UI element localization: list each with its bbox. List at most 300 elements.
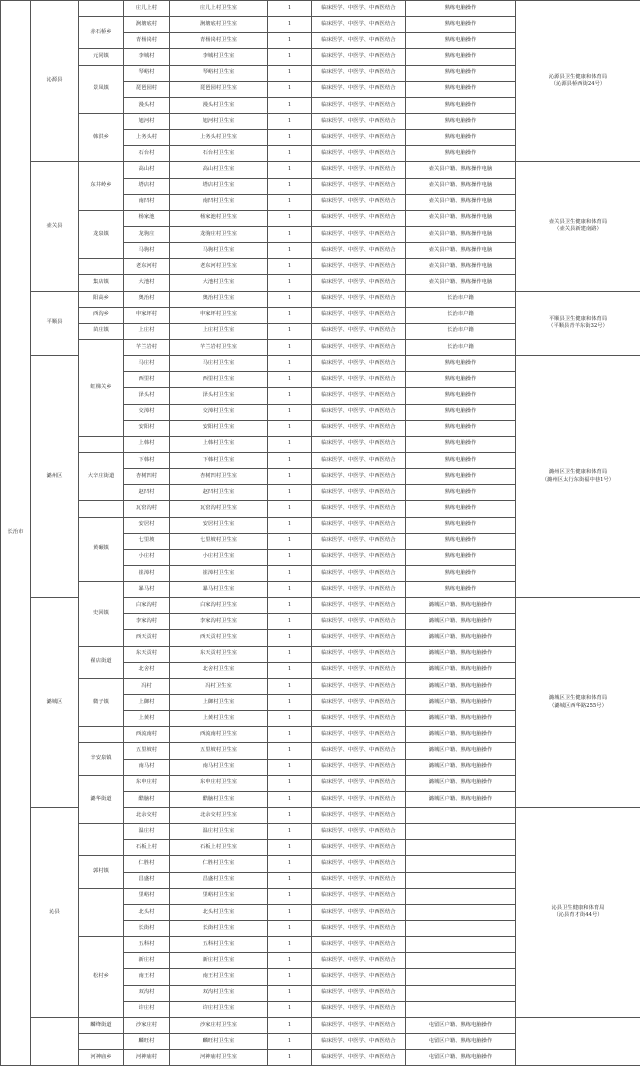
county-cell: 沁县 [31,808,79,1018]
quota-cell: 1 [268,146,312,162]
quota-cell: 1 [268,533,312,549]
village-cell: 李城村 [124,49,170,65]
quota-cell: 1 [268,1017,312,1033]
county-cell [31,1017,79,1065]
village-cell: 北头村 [124,904,170,920]
quota-cell: 1 [268,711,312,727]
clinic-cell: 温庄村卫生室 [170,824,268,840]
quota-cell: 1 [268,872,312,888]
quota-cell: 1 [268,485,312,501]
major-cell: 临床医学、中医学、中西医结合 [312,759,406,775]
village-cell: 漫头村 [124,97,170,113]
clinic-cell: 大池村卫生室 [170,275,268,291]
quota-cell: 1 [268,791,312,807]
major-cell: 临床医学、中医学、中西医结合 [312,17,406,33]
clinic-cell: 石板上村卫生室 [170,840,268,856]
town-cell [79,727,124,743]
requirement-cell: 潞城区户籍、熟练电脑操作 [406,678,516,694]
quota-cell: 1 [268,356,312,372]
requirement-cell: 熟练电脑操作 [406,404,516,420]
quota-cell: 1 [268,759,312,775]
requirement-cell: 潞城区户籍、熟练电脑操作 [406,775,516,791]
clinic-cell: 东天贡村卫生室 [170,646,268,662]
village-cell: 马庄村 [124,356,170,372]
village-cell: 东申庄村 [124,775,170,791]
table-row [1,1017,640,1033]
quota-cell: 1 [268,97,312,113]
village-cell: 交漳村 [124,404,170,420]
clinic-cell: 南王村卫生室 [170,969,268,985]
village-cell: 上庄村 [124,323,170,339]
village-cell: 赵凹村 [124,485,170,501]
village-cell: 芊兰岩村 [124,339,170,355]
quota-cell: 1 [268,517,312,533]
quota-cell: 1 [268,307,312,323]
clinic-cell: 酷脑村卫生室 [170,791,268,807]
clinic-cell: 泽头村卫生室 [170,388,268,404]
clinic-cell: 下韩村卫生室 [170,452,268,468]
requirement-cell: 潞城区户籍、熟练电脑操作 [406,614,516,630]
clinic-cell: 青杨岗村卫生室 [170,33,268,49]
major-cell: 临床医学、中医学、中西医结合 [312,372,406,388]
requirement-cell: 潞城区户籍、熟练电脑操作 [406,695,516,711]
major-cell: 临床医学、中医学、中西医结合 [312,65,406,81]
village-cell: 小庄村 [124,549,170,565]
quota-cell: 1 [268,162,312,178]
major-cell: 临床医学、中医学、中西医结合 [312,614,406,630]
requirement-cell: 熟练电脑操作 [406,501,516,517]
requirement-cell: 熟练电脑操作 [406,565,516,581]
clinic-cell: 七里坡村卫生室 [170,533,268,549]
village-cell: 沙家庄村 [124,1017,170,1033]
requirement-cell: 熟练电脑操作 [406,146,516,162]
requirement-cell: 熟练电脑操作 [406,33,516,49]
clinic-cell: 上黄村卫生室 [170,711,268,727]
major-cell: 临床医学、中医学、中西医结合 [312,662,406,678]
clinic-cell: 杨家池村卫生室 [170,210,268,226]
village-cell: 旭河村 [124,113,170,129]
quota-cell: 1 [268,808,312,824]
quota-cell: 1 [268,937,312,953]
requirement-cell: 熟练电脑操作 [406,65,516,81]
village-cell: 老东河村 [124,259,170,275]
requirement-cell: 壶关县户籍、熟练操作电脑 [406,275,516,291]
village-cell: 仁胜村 [124,856,170,872]
quota-cell: 1 [268,178,312,194]
town-cell: 郭村镇 [79,856,124,888]
clinic-cell: 琵琶园村卫生室 [170,81,268,97]
requirement-cell [406,953,516,969]
major-cell: 临床医学、中医学、中西医结合 [312,517,406,533]
agency-name: 潞州区卫生健康和体育局 [548,468,608,475]
major-cell: 临床医学、中医学、中西医结合 [312,356,406,372]
quota-cell: 1 [268,1050,312,1066]
requirement-cell: 熟练电脑操作 [406,452,516,468]
village-cell: 安阳村 [124,420,170,436]
major-cell: 临床医学、中医学、中西医结合 [312,985,406,1001]
village-cell: 下韩村 [124,452,170,468]
village-cell: 上黄村 [124,711,170,727]
village-cell: 琴峪村 [124,65,170,81]
village-cell: 许庄村 [124,1001,170,1017]
major-cell: 临床医学、中医学、中西医结合 [312,436,406,452]
quota-cell: 1 [268,630,312,646]
agency-address: （壶关县新建南路） [554,226,602,233]
clinic-cell: 老东河村卫生室 [170,259,268,275]
village-cell: 麟旺村 [124,1034,170,1050]
major-cell: 临床医学、中医学、中西医结合 [312,501,406,517]
quota-cell: 1 [268,775,312,791]
major-cell: 临床医学、中医学、中西医结合 [312,856,406,872]
quota-cell: 1 [268,904,312,920]
quota-cell: 1 [268,226,312,242]
town-cell: 韩洪乡 [79,113,124,161]
quota-cell: 1 [268,888,312,904]
clinic-cell: 北舍村卫生室 [170,662,268,678]
clinic-cell: 瓦窑沟村卫生室 [170,501,268,517]
table-row [1,1,640,17]
quota-cell: 1 [268,1034,312,1050]
clinic-cell: 西里村卫生室 [170,372,268,388]
major-cell: 临床医学、中医学、中西医结合 [312,533,406,549]
requirement-cell: 壶关县户籍、熟练操作电脑 [406,162,516,178]
major-cell: 临床医学、中医学、中西医结合 [312,33,406,49]
village-cell: 温庄村 [124,824,170,840]
requirement-cell: 潞城区户籍、熟练电脑操作 [406,598,516,614]
major-cell: 临床医学、中医学、中西医结合 [312,630,406,646]
clinic-cell: 安居村卫生室 [170,517,268,533]
quota-cell: 1 [268,33,312,49]
requirement-cell: 熟练电脑操作 [406,420,516,436]
requirement-cell: 潞城区户籍、熟练电脑操作 [406,743,516,759]
village-cell: 五里坡村 [124,743,170,759]
quota-cell: 1 [268,469,312,485]
requirement-cell: 熟练电脑操作 [406,517,516,533]
major-cell: 临床医学、中医学、中西医结合 [312,775,406,791]
town-cell: 翟店街道 [79,646,124,678]
village-cell: 里峪村 [124,888,170,904]
village-cell: 龙驹庄 [124,226,170,242]
agency-name: 平顺县卫生健康和体育局 [548,315,608,322]
requirement-cell: 熟练电脑操作 [406,533,516,549]
town-cell [79,824,124,856]
quota-cell: 1 [268,840,312,856]
clinic-cell: 旭河村卫生室 [170,113,268,129]
requirement-cell: 熟练电脑操作 [406,49,516,65]
clinic-cell: 昌盛村卫生室 [170,872,268,888]
clinic-cell: 安阳村卫生室 [170,420,268,436]
clinic-cell: 上御村卫生室 [170,695,268,711]
major-cell: 临床医学、中医学、中西医结合 [312,953,406,969]
village-cell: 杨家池 [124,210,170,226]
requirement-cell: 熟练电脑操作 [406,1,516,17]
agency-cell [516,291,640,356]
village-cell: 白家沟村 [124,598,170,614]
village-cell: 冯村 [124,678,170,694]
clinic-cell: 马驹村卫生室 [170,243,268,259]
village-cell: 塔店村 [124,178,170,194]
quota-cell: 1 [268,662,312,678]
major-cell: 临床医学、中医学、中西医结合 [312,582,406,598]
agency-address: （平顺县青羊东街32号） [548,323,608,330]
village-cell: 安居村 [124,517,170,533]
village-cell: 西流南村 [124,727,170,743]
clinic-cell: 交漳村卫生室 [170,404,268,420]
major-cell: 临床医学、中医学、中西医结合 [312,937,406,953]
quota-cell: 1 [268,1001,312,1017]
clinic-cell: 西流南村卫生室 [170,727,268,743]
village-cell: 东天贡村 [124,646,170,662]
town-cell: 大辛庄街道 [79,452,124,500]
quota-cell: 1 [268,582,312,598]
major-cell: 临床医学、中医学、中西医结合 [312,598,406,614]
village-cell: 上务头村 [124,130,170,146]
quota-cell: 1 [268,420,312,436]
quota-cell: 1 [268,501,312,517]
major-cell: 临床医学、中医学、中西医结合 [312,565,406,581]
major-cell: 临床医学、中医学、中西医结合 [312,1017,406,1033]
major-cell: 临床医学、中医学、中西医结合 [312,178,406,194]
village-cell: 杏树凹村 [124,469,170,485]
clinic-cell: 杏树凹村卫生室 [170,469,268,485]
clinic-cell: 上韩村卫生室 [170,436,268,452]
quota-cell: 1 [268,1,312,17]
major-cell: 临床医学、中医学、中西医结合 [312,485,406,501]
major-cell: 临床医学、中医学、中西医结合 [312,888,406,904]
requirement-cell: 壶关县户籍、熟练操作电脑 [406,194,516,210]
village-cell: 申家坪村 [124,307,170,323]
quota-cell: 1 [268,339,312,355]
major-cell: 临床医学、中医学、中西医结合 [312,678,406,694]
requirement-cell [406,808,516,824]
major-cell: 临床医学、中医学、中西医结合 [312,97,406,113]
town-cell: 麟绛街道 [79,1017,124,1033]
requirement-cell [406,969,516,985]
quota-cell: 1 [268,291,312,307]
city-cell: 长治市 [1,1,31,1066]
clinic-cell: 漫头村卫生室 [170,97,268,113]
town-cell [79,259,124,275]
requirement-cell: 长治市户籍 [406,307,516,323]
village-cell: 双沟村 [124,985,170,1001]
town-cell: 苗庄镇 [79,323,124,339]
requirement-cell: 熟练电脑操作 [406,97,516,113]
clinic-cell: 东申庄村卫生室 [170,775,268,791]
village-cell: 瓦窑沟村 [124,501,170,517]
quota-cell: 1 [268,323,312,339]
clinic-cell: 琴峪村卫生室 [170,65,268,81]
clinic-cell: 高山村卫生室 [170,162,268,178]
requirement-cell [406,904,516,920]
quota-cell: 1 [268,614,312,630]
quota-cell: 1 [268,404,312,420]
requirement-cell: 长治市户籍 [406,291,516,307]
quota-cell: 1 [268,259,312,275]
clinic-cell: 长街村卫生室 [170,921,268,937]
clinic-cell: 庄儿上村卫生室 [170,1,268,17]
agency-cell [516,1,640,162]
town-cell: 元同镇 [79,49,124,65]
agency-cell [516,808,640,1018]
requirement-cell [406,872,516,888]
quota-cell: 1 [268,824,312,840]
requirement-cell: 潞城区户籍、熟练电脑操作 [406,759,516,775]
major-cell: 临床医学、中医学、中西医结合 [312,452,406,468]
requirement-cell: 熟练电脑操作 [406,17,516,33]
village-cell: 南王村 [124,969,170,985]
clinic-cell: 李城村卫生室 [170,49,268,65]
agency-address: （潞州区太行东街福中巷1号） [541,476,615,483]
town-cell [79,1034,124,1050]
requirement-cell: 屯留区户籍、熟练电脑操作 [406,1034,516,1050]
clinic-cell: 新庄村卫生室 [170,953,268,969]
clinic-cell: 五科村卫生室 [170,937,268,953]
table-row [1,291,640,307]
requirement-cell [406,840,516,856]
major-cell: 临床医学、中医学、中西医结合 [312,146,406,162]
agency-name: 壶关县卫生健康和体育局 [548,218,608,225]
quota-cell: 1 [268,372,312,388]
quota-cell: 1 [268,194,312,210]
requirement-cell: 壶关县户籍、熟练操作电脑 [406,210,516,226]
town-cell: 虹梯关乡 [79,339,124,436]
town-cell: 潞华街道 [79,775,124,823]
requirement-cell: 熟练电脑操作 [406,388,516,404]
major-cell: 临床医学、中医学、中西医结合 [312,420,406,436]
quota-cell: 1 [268,598,312,614]
village-cell: 石台村 [124,146,170,162]
clinic-cell: 小庄村卫生室 [170,549,268,565]
clinic-cell: 芊兰岩村卫生室 [170,339,268,355]
requirement-cell [406,921,516,937]
clinic-cell: 麟旺村卫生室 [170,1034,268,1050]
requirement-cell [406,856,516,872]
major-cell: 临床医学、中医学、中西医结合 [312,226,406,242]
town-cell: 景凤镇 [79,65,124,113]
village-cell: 七里坡 [124,533,170,549]
major-cell: 临床医学、中医学、中西医结合 [312,1001,406,1017]
town-cell: 松村乡 [79,937,124,1018]
clinic-cell: 西天贡村卫生室 [170,630,268,646]
requirement-cell: 熟练电脑操作 [406,549,516,565]
agency-address: （沁源县桥西街24号） [550,81,606,88]
clinic-cell: 五里坡村卫生室 [170,743,268,759]
quota-cell: 1 [268,695,312,711]
village-cell: 西里村 [124,372,170,388]
village-cell: 崔漳村 [124,565,170,581]
town-cell: 西沟乡 [79,307,124,323]
agency-address: （沁县育才街44号） [553,912,603,919]
requirement-cell: 壶关县户籍、熟练操作电脑 [406,178,516,194]
quota-cell: 1 [268,856,312,872]
agency-cell [516,1017,640,1065]
clinic-cell: 仁胜村卫生室 [170,856,268,872]
major-cell: 临床医学、中医学、中西医结合 [312,1034,406,1050]
requirement-cell: 熟练电脑操作 [406,582,516,598]
clinic-cell: 北余交村卫生室 [170,808,268,824]
quota-cell: 1 [268,727,312,743]
clinic-cell: 南马村卫生室 [170,759,268,775]
village-cell: 暴马村 [124,582,170,598]
village-cell: 南凹村 [124,194,170,210]
clinic-cell: 白家沟村卫生室 [170,598,268,614]
quota-cell: 1 [268,243,312,259]
requirement-cell: 熟练电脑操作 [406,485,516,501]
major-cell: 临床医学、中医学、中西医结合 [312,339,406,355]
agency-cell [516,356,640,598]
village-cell: 奥治村 [124,291,170,307]
agency-name: 沁源县卫生健康和体育局 [548,73,608,80]
quota-cell: 1 [268,65,312,81]
requirement-cell: 潞城区户籍、熟练电脑操作 [406,791,516,807]
village-cell: 南马村 [124,759,170,775]
village-cell: 琵琶园村 [124,81,170,97]
village-cell: 新庄村 [124,953,170,969]
county-cell: 沁源县 [31,1,79,162]
major-cell: 临床医学、中医学、中西医结合 [312,291,406,307]
clinic-cell: 涧塘底村卫生室 [170,17,268,33]
quota-cell: 1 [268,969,312,985]
major-cell: 临床医学、中医学、中西医结合 [312,275,406,291]
quota-cell: 1 [268,210,312,226]
quota-cell: 1 [268,113,312,129]
agency-cell [516,598,640,808]
clinic-cell: 双沟村卫生室 [170,985,268,1001]
requirement-cell: 熟练电脑操作 [406,130,516,146]
quota-cell: 1 [268,275,312,291]
clinic-cell: 河神庙村卫生室 [170,1050,268,1066]
major-cell: 临床医学、中医学、中西医结合 [312,404,406,420]
requirement-cell: 屯留区户籍、熟练电脑操作 [406,1017,516,1033]
major-cell: 临床医学、中医学、中西医结合 [312,840,406,856]
quota-cell: 1 [268,130,312,146]
clinic-cell: 李家沟村卫生室 [170,614,268,630]
county-cell: 潞州区 [31,356,79,598]
major-cell: 临床医学、中医学、中西医结合 [312,711,406,727]
quota-cell: 1 [268,743,312,759]
requirement-cell: 潞城区户籍、熟练电脑操作 [406,711,516,727]
major-cell: 临床医学、中医学、中西医结合 [312,307,406,323]
quota-cell: 1 [268,436,312,452]
town-cell: 集店镇 [79,275,124,291]
agency-cell [516,162,640,291]
quota-cell: 1 [268,678,312,694]
requirement-cell: 熟练电脑操作 [406,469,516,485]
requirement-cell: 潞城区户籍、熟练电脑操作 [406,662,516,678]
village-cell: 李家沟村 [124,614,170,630]
village-cell: 上御村 [124,695,170,711]
table-row [1,162,640,178]
village-cell: 石板上村 [124,840,170,856]
town-cell: 黄碾镇 [79,517,124,582]
quota-cell: 1 [268,953,312,969]
major-cell: 临床医学、中医学、中西医结合 [312,791,406,807]
quota-cell: 1 [268,646,312,662]
clinic-cell: 上庄村卫生室 [170,323,268,339]
requirement-cell: 熟练电脑操作 [406,436,516,452]
quota-cell: 1 [268,388,312,404]
major-cell: 临床医学、中医学、中西医结合 [312,921,406,937]
requirement-cell [406,985,516,1001]
village-cell: 西天贡村 [124,630,170,646]
clinic-cell: 许庄村卫生室 [170,1001,268,1017]
requirement-cell: 潞城区户籍、熟练电脑操作 [406,646,516,662]
quota-cell: 1 [268,452,312,468]
village-cell: 北余交村 [124,808,170,824]
village-cell: 昌盛村 [124,872,170,888]
clinic-cell: 里峪村卫生室 [170,888,268,904]
town-cell [79,436,124,452]
